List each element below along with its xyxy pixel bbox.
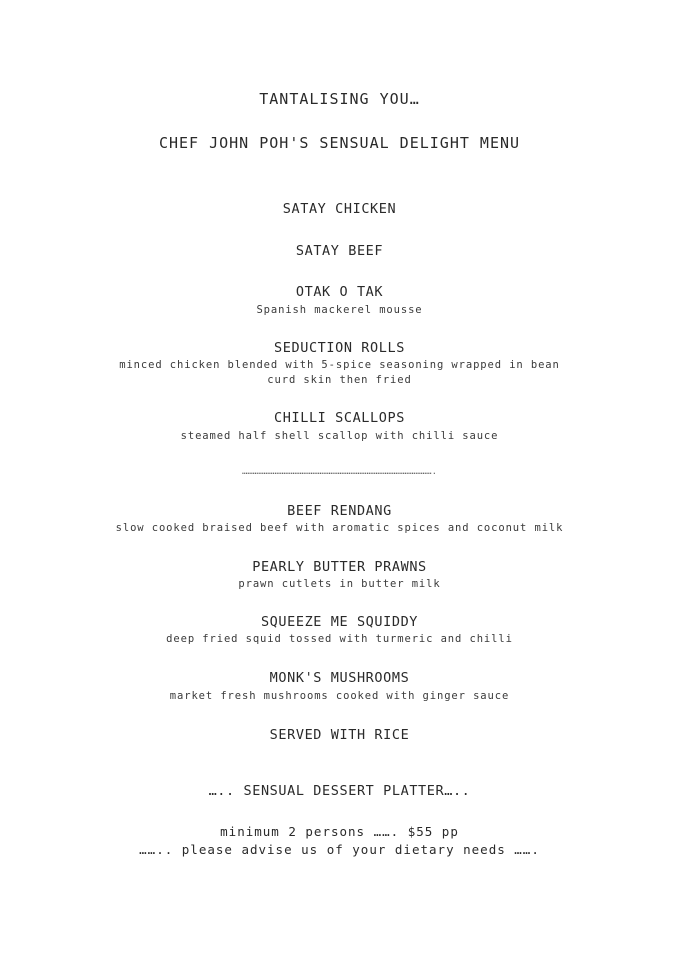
menu-subtitle: CHEF JOHN POH'S SENSUAL DELIGHT MENU	[158, 134, 521, 152]
dish-squeeze-me-squiddy: SQUEEZE ME SQUIDDY	[260, 614, 419, 630]
dish-otak-o-tak-description: Spanish mackerel mousse	[256, 304, 423, 316]
dish-seduction-rolls-description-line1: minced chicken blended with 5-spice seasoning wrapped in bean	[119, 359, 560, 371]
section-separator: …………………………………………………………………………………………….	[241, 467, 438, 477]
dietary-note: …….. please advise us of your dietary needs …….	[139, 842, 540, 857]
dish-beef-rendang: BEEF RENDANG	[287, 503, 392, 519]
dish-chilli-scallops-description: steamed half shell scallop with chilli sauce	[180, 430, 499, 442]
dish-chilli-scallops: CHILLI SCALLOPS	[274, 410, 405, 426]
dish-otak-o-tak: OTAK O TAK	[295, 284, 384, 300]
dish-satay-beef: SATAY BEEF	[295, 243, 384, 259]
dish-seduction-rolls-description-line2: curd skin then fried	[267, 374, 412, 386]
dessert-platter: ….. SENSUAL DESSERT PLATTER…..	[208, 783, 471, 799]
dish-beef-rendang-description: slow cooked braised beef with aromatic spices and coconut milk	[115, 522, 564, 534]
served-with-rice: SERVED WITH RICE	[269, 727, 410, 743]
dish-satay-chicken: SATAY CHICKEN	[282, 201, 397, 217]
price-note: minimum 2 persons ……. $55 pp	[220, 824, 459, 839]
dish-pearly-butter-prawns-description: prawn cutlets in butter milk	[238, 578, 441, 590]
dish-monks-mushrooms-description: market fresh mushrooms cooked with ginger sauce	[169, 690, 510, 702]
dish-squeeze-me-squiddy-description: deep fried squid tossed with turmeric and chilli	[166, 633, 513, 645]
dish-seduction-rolls: SEDUCTION ROLLS	[274, 340, 405, 356]
dish-monks-mushrooms: MONK'S MUSHROOMS	[269, 670, 410, 686]
menu-title: TANTALISING YOU…	[259, 90, 420, 108]
dish-pearly-butter-prawns: PEARLY BUTTER PRAWNS	[252, 559, 427, 575]
